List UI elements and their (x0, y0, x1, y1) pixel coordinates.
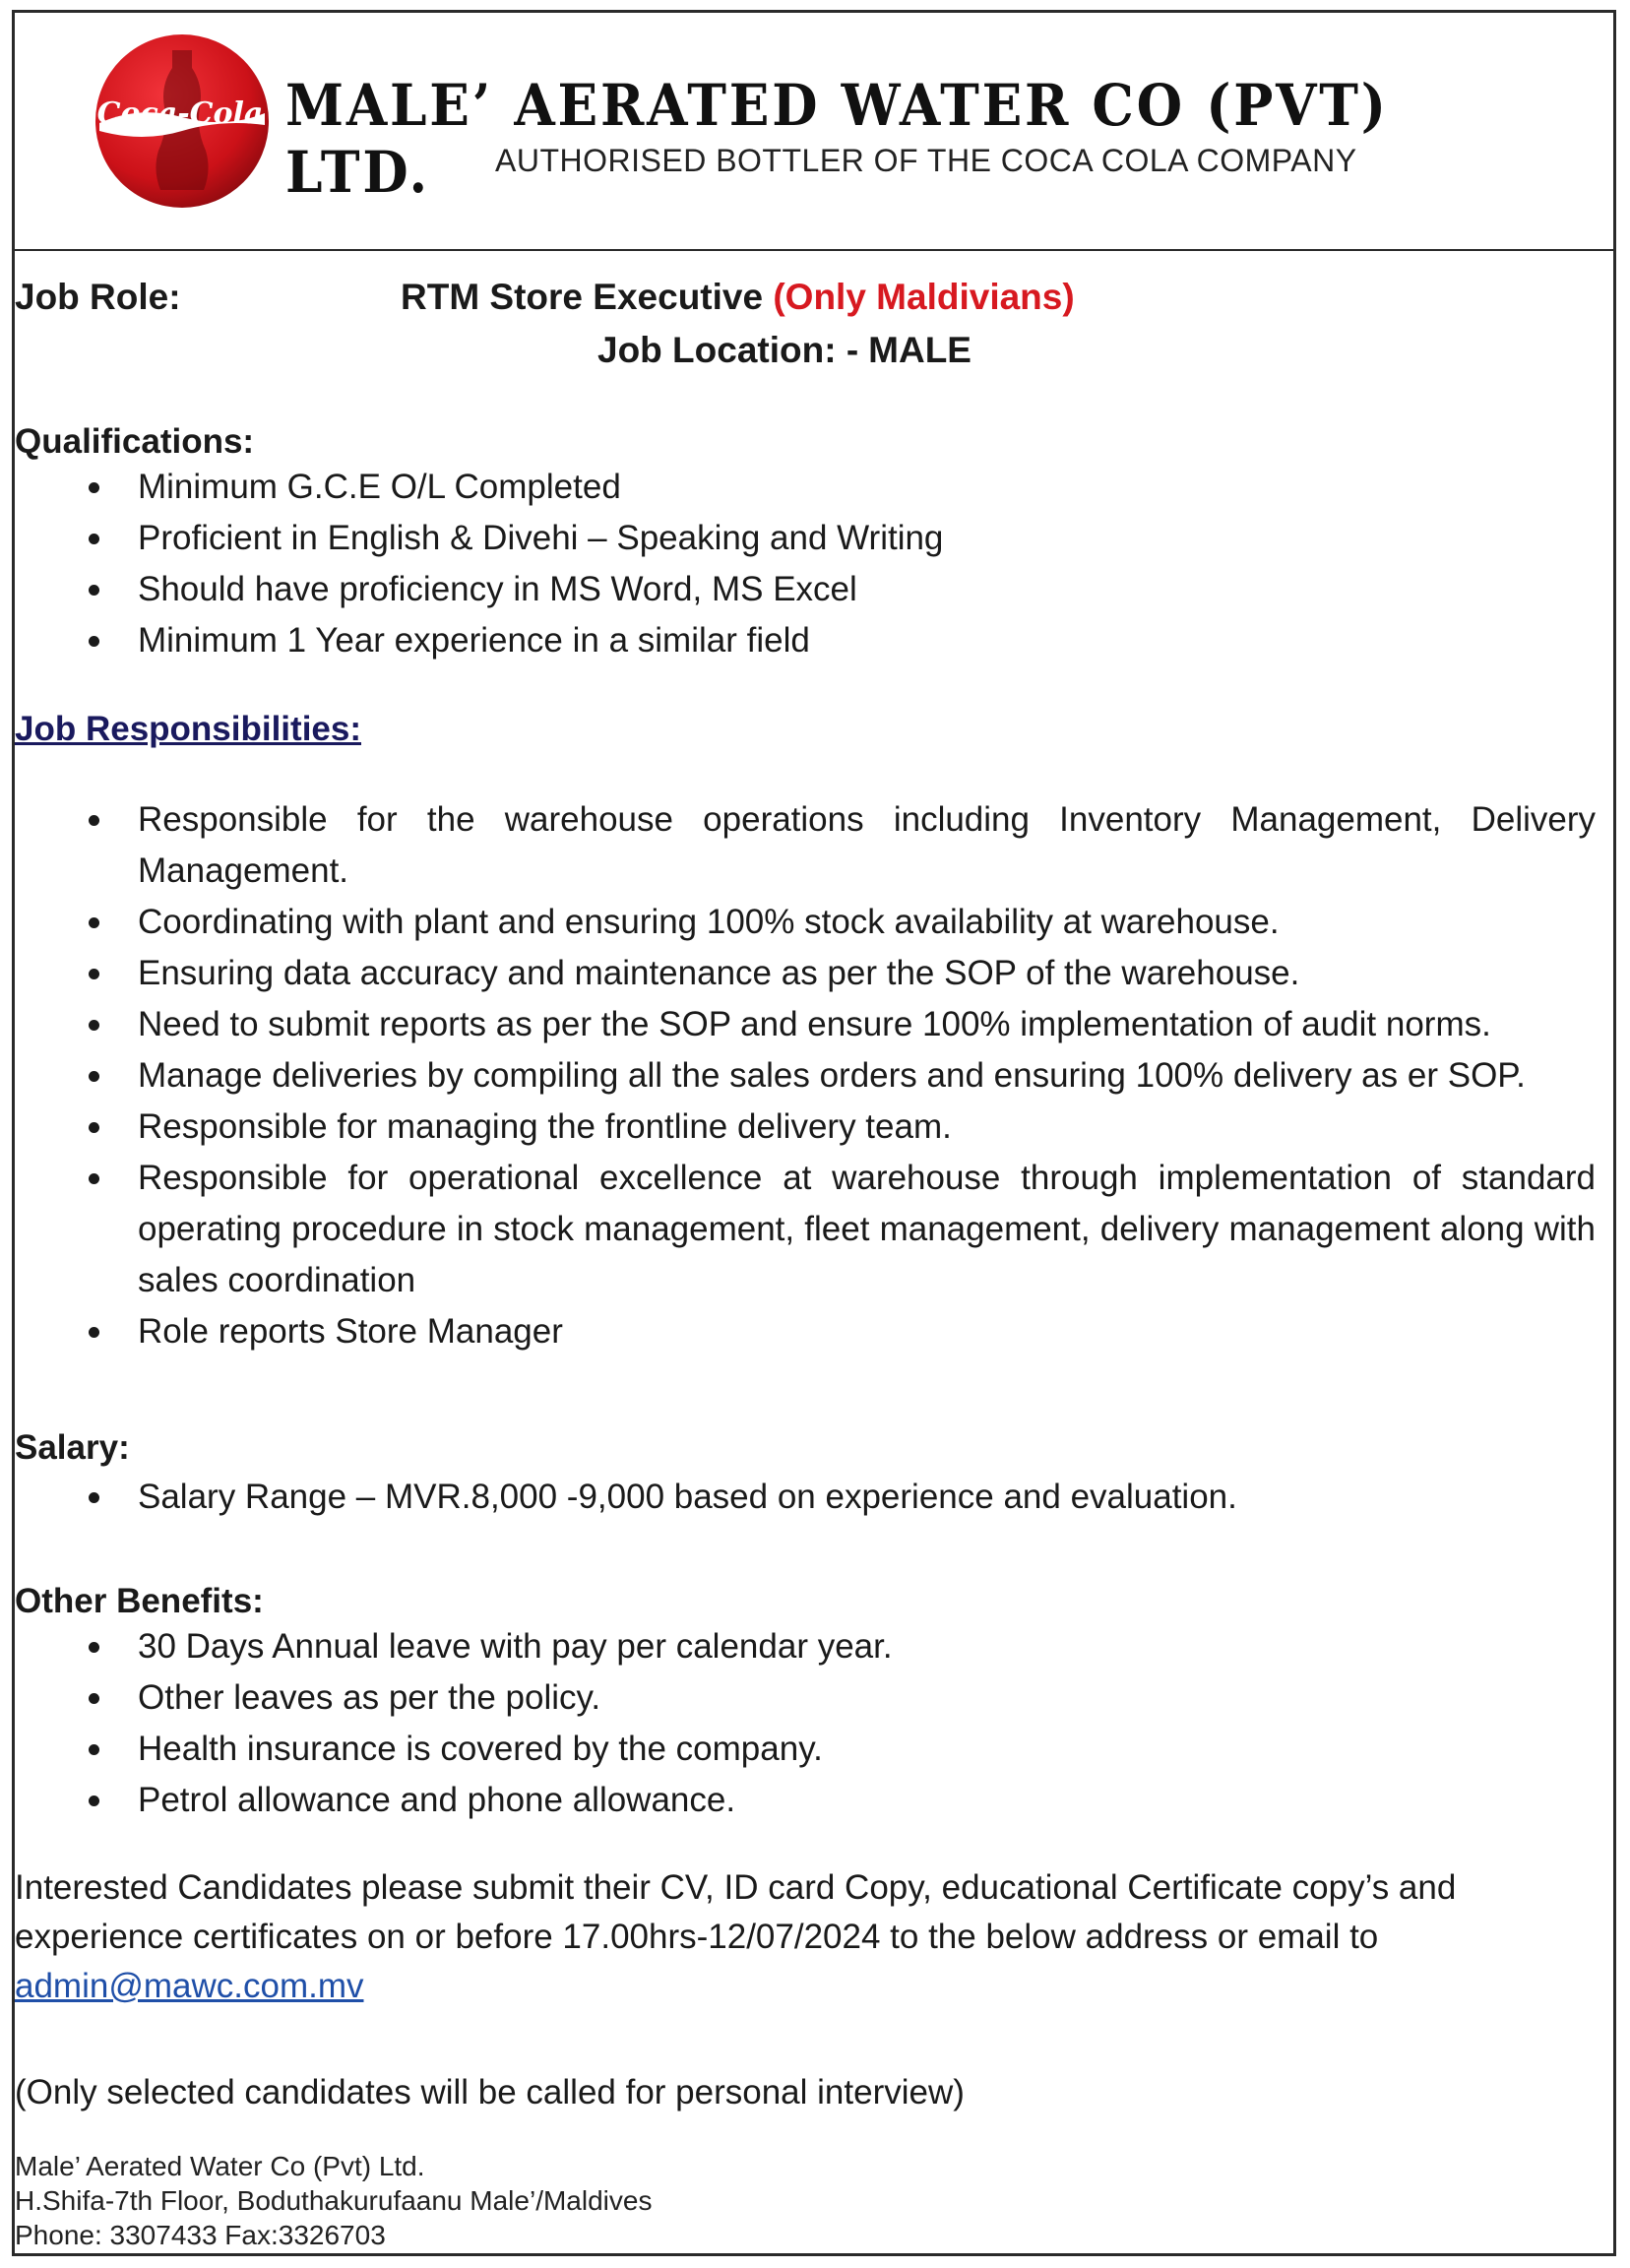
list-item-text: Proficient in English & Divehi – Speaking and Writing (138, 519, 944, 557)
bullet-icon (89, 1020, 99, 1031)
list-item (15, 1102, 1613, 1153)
list-item (15, 462, 1613, 513)
job-role-label: Job Role: (15, 277, 181, 317)
job-role-row (15, 277, 1613, 320)
list-item (15, 1724, 1613, 1775)
list-item (15, 1050, 1613, 1102)
responsibilities-list (15, 794, 1613, 1357)
list-item (15, 564, 1613, 615)
list-item-text: Ensuring data accuracy and maintenance as per the SOP of the warehouse. (138, 954, 1300, 992)
company-name: MALE’ AERATED WATER CO (PVT) LTD. (285, 72, 1389, 206)
bullet-icon (89, 534, 99, 544)
nationality-requirement: (Only Maldivians) (773, 277, 1075, 317)
bullet-icon (89, 585, 99, 596)
bullet-icon (89, 1642, 99, 1653)
bullet-icon (89, 969, 99, 979)
list-item-text: Health insurance is covered by the company. (138, 1730, 823, 1768)
address-phone-fax: Phone: 3307433 Fax:3326703 (15, 2220, 386, 2250)
list-item-text: 30 Days Annual leave with pay per calendar year. (138, 1627, 893, 1666)
coca-cola-logo (94, 32, 271, 210)
job-role-title (401, 277, 1075, 318)
list-item-text: Minimum G.C.E O/L Completed (138, 468, 621, 506)
qualifications-list (15, 462, 1613, 666)
bullet-icon (89, 1492, 99, 1503)
list-item (15, 794, 1613, 897)
bullet-icon (89, 917, 99, 928)
bullet-icon (89, 636, 99, 647)
list-item-text: Other leaves as per the policy. (138, 1678, 601, 1717)
bullet-icon (89, 1122, 99, 1133)
benefits-heading: Other Benefits: (15, 1582, 264, 1620)
company-address (15, 2149, 652, 2252)
list-item-text: Minimum 1 Year experience in a similar field (138, 621, 810, 660)
list-item (15, 999, 1613, 1050)
list-item (15, 513, 1613, 564)
list-item (15, 1306, 1613, 1357)
list-item (15, 1472, 1613, 1523)
job-advertisement (12, 10, 1616, 2256)
list-item-text: Salary Range – MVR.8,000 -9,000 based on experience and evaluation. (138, 1478, 1237, 1516)
salary-list (15, 1472, 1613, 1523)
salary-section (15, 1428, 1613, 1523)
list-item-text: Responsible for operational excellence at warehouse through implementation of standard operating procedure in stock management, fleet management, delivery management along with sales coordination (138, 1159, 1596, 1299)
benefits-section (15, 1582, 1613, 1826)
list-item (15, 1153, 1613, 1306)
list-item-text: Role reports Store Manager (138, 1312, 563, 1351)
qualifications-heading: Qualifications: (15, 422, 255, 461)
application-instructions (15, 1863, 1613, 2011)
job-location-label: Job Location: - (597, 330, 859, 370)
list-item (15, 897, 1613, 948)
application-text: Interested Candidates please submit their CV, ID card Copy, educational Certificate copy’s and experience certificates on or before 17.00hrs-12/07/2024 to the below address or email to (15, 1868, 1457, 1956)
list-item-text: Should have proficiency in MS Word, MS Excel (138, 570, 857, 608)
bullet-icon (89, 1693, 99, 1704)
bullet-icon (89, 1327, 99, 1338)
list-item-text: Petrol allowance and phone allowance. (138, 1781, 736, 1819)
list-item-text: Need to submit reports as per the SOP and ensure 100% implementation of audit norms. (138, 1005, 1491, 1043)
list-item-text: Coordinating with plant and ensuring 100% stock availability at warehouse. (138, 903, 1280, 941)
contact-email-link[interactable]: admin@mawc.com.mv (15, 1967, 364, 2005)
address-company: Male’ Aerated Water Co (Pvt) Ltd. (15, 2151, 425, 2181)
list-item (15, 1672, 1613, 1724)
list-item-text: Responsible for managing the frontline delivery team. (138, 1107, 952, 1146)
logo-wordmark: Coca-Cola (96, 96, 264, 131)
address-street: H.Shifa-7th Floor, Boduthakurufaanu Male’/Maldives (15, 2185, 653, 2216)
job-location-value: MALE (868, 330, 972, 370)
salary-heading: Salary: (15, 1428, 130, 1467)
responsibilities-heading: Job Responsibilities: (15, 710, 361, 748)
benefits-list (15, 1621, 1613, 1826)
bullet-icon (89, 1796, 99, 1806)
responsibilities-section (15, 710, 1613, 1357)
list-item (15, 615, 1613, 666)
interview-note: (Only selected candidates will be called for personal interview) (15, 2073, 965, 2111)
bullet-icon (89, 482, 99, 493)
bullet-icon (89, 1173, 99, 1184)
list-item-text: Manage deliveries by compiling all the sales orders and ensuring 100% delivery as er SOP. (138, 1056, 1526, 1095)
bullet-icon (89, 815, 99, 826)
letterhead (15, 13, 1613, 251)
job-title-text: RTM Store Executive (401, 277, 764, 317)
job-location (597, 330, 972, 371)
list-item (15, 1621, 1613, 1672)
qualifications-section (15, 422, 1613, 666)
bullet-icon (89, 1744, 99, 1755)
list-item (15, 1775, 1613, 1826)
list-item-text: Responsible for the warehouse operations including Inventory Management, Delivery Management. (138, 800, 1596, 890)
bottler-tagline: AUTHORISED BOTTLER OF THE COCA COLA COMPANY (495, 143, 1357, 178)
bullet-icon (89, 1071, 99, 1082)
list-item (15, 948, 1613, 999)
